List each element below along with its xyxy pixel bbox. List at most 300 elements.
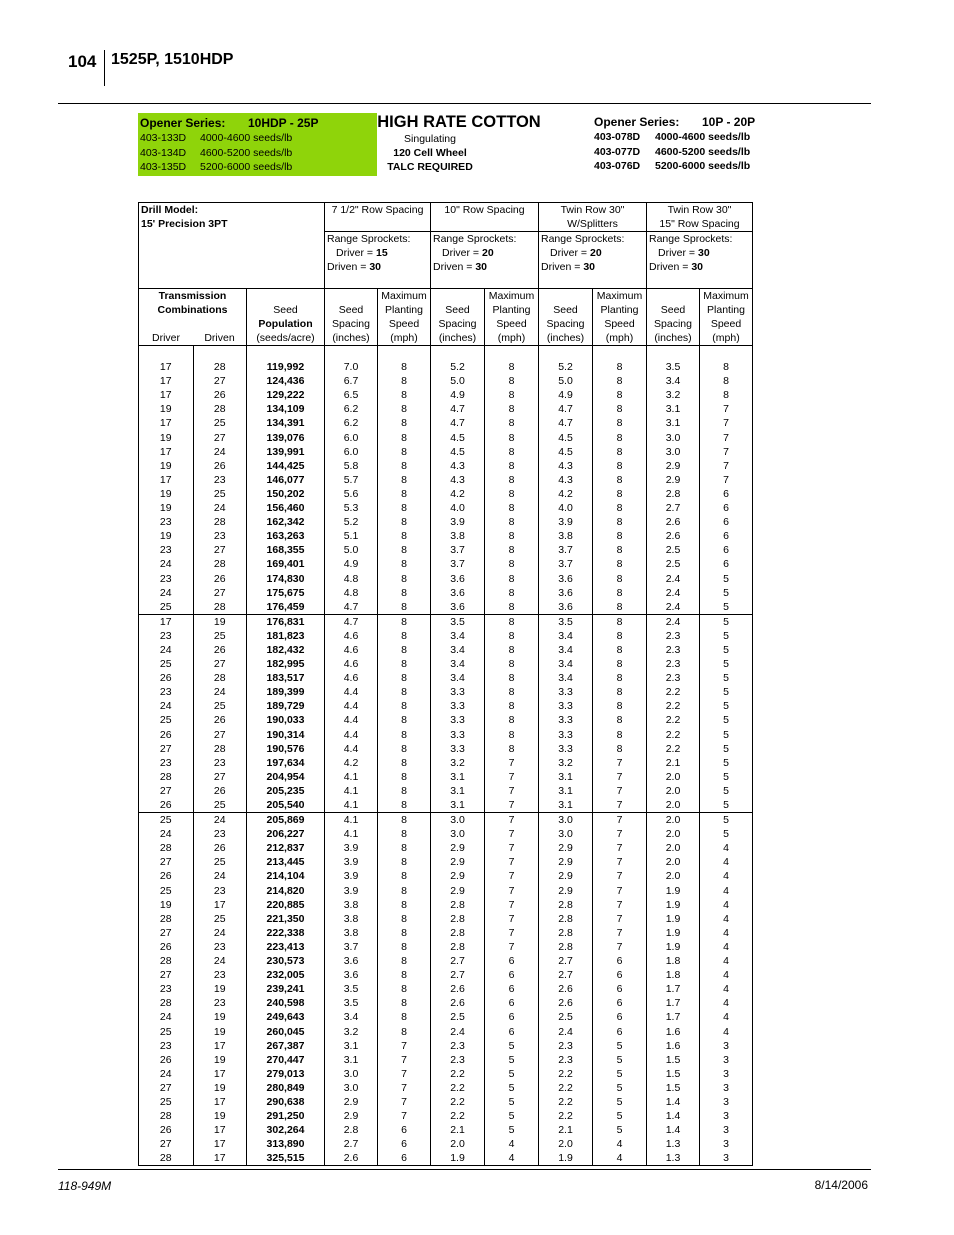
table-cell: 28 bbox=[139, 770, 194, 784]
header-line: (mph) bbox=[712, 332, 740, 344]
table-cell: 8 bbox=[485, 557, 539, 571]
table-cell: 8 bbox=[378, 402, 431, 416]
table-cell: 156,460 bbox=[247, 501, 325, 515]
table-cell: 4.9 bbox=[325, 557, 378, 571]
table-cell: 206,227 bbox=[247, 827, 325, 841]
population-header-line: (seeds/acre) bbox=[256, 332, 315, 344]
table-cell: 197,634 bbox=[247, 756, 325, 770]
table-cell: 24 bbox=[139, 557, 194, 571]
table-cell: 3.7 bbox=[539, 543, 593, 557]
table-cell: 2.2 bbox=[539, 1067, 593, 1081]
table-cell: 2.5 bbox=[647, 557, 700, 571]
table-cell: 25 bbox=[139, 1095, 194, 1109]
header-divider bbox=[104, 50, 105, 86]
table-cell: 2.4 bbox=[647, 586, 700, 600]
table-cell: 5 bbox=[485, 1081, 539, 1095]
table-cell: 25 bbox=[193, 699, 247, 713]
table-cell: 3.4 bbox=[647, 374, 700, 388]
table-cell: 6 bbox=[593, 1025, 647, 1039]
table-cell: 4.5 bbox=[431, 445, 485, 459]
table-cell: 3.2 bbox=[539, 756, 593, 770]
header-line: Planting bbox=[707, 304, 745, 316]
table-cell: 3.5 bbox=[647, 360, 700, 374]
table-row bbox=[139, 869, 753, 883]
driver-label: Driver = bbox=[336, 247, 374, 259]
seed-range: 4000-4600 seeds/lb bbox=[655, 131, 751, 143]
table-cell: 7 bbox=[593, 869, 647, 883]
table-cell: 6 bbox=[485, 996, 539, 1010]
table-cell: 4 bbox=[700, 855, 753, 869]
spacing-label: 10" Row Spacing bbox=[444, 204, 525, 216]
table-row bbox=[139, 1039, 753, 1053]
table-cell: 2.4 bbox=[539, 1025, 593, 1039]
table-cell: 7 bbox=[485, 770, 539, 784]
table-cell: 3.5 bbox=[325, 982, 378, 996]
table-cell: 17 bbox=[139, 473, 194, 487]
table-row bbox=[139, 416, 753, 430]
table-cell: 1.9 bbox=[647, 926, 700, 940]
spacing-header bbox=[325, 203, 431, 232]
table-cell: 3.1 bbox=[325, 1053, 378, 1067]
table-cell: 6 bbox=[593, 982, 647, 996]
table-cell: 28 bbox=[193, 360, 247, 374]
table-cell: 3.6 bbox=[539, 586, 593, 600]
table-cell: 1.4 bbox=[647, 1095, 700, 1109]
table-cell: 2.9 bbox=[431, 869, 485, 883]
table-cell: 7 bbox=[485, 756, 539, 770]
table-cell: 4.2 bbox=[431, 487, 485, 501]
table-cell: 3.5 bbox=[431, 614, 485, 629]
table-cell: 3.3 bbox=[539, 713, 593, 727]
spacer-row bbox=[139, 346, 753, 361]
table-cell: 26 bbox=[139, 671, 194, 685]
table-cell: 4 bbox=[485, 1137, 539, 1151]
table-cell: 8 bbox=[378, 629, 431, 643]
table-row bbox=[139, 699, 753, 713]
seed-range: 5200-6000 seeds/lb bbox=[200, 161, 293, 173]
table-cell: 5.2 bbox=[325, 515, 378, 529]
footer-rule bbox=[58, 1169, 871, 1170]
table-cell: 1.7 bbox=[647, 996, 700, 1010]
table-cell: 8 bbox=[378, 614, 431, 629]
table-cell: 2.3 bbox=[647, 643, 700, 657]
table-cell: 139,076 bbox=[247, 431, 325, 445]
population-header-line: Seed bbox=[273, 304, 298, 316]
driven-value: 30 bbox=[583, 261, 595, 273]
table-cell: 3.7 bbox=[431, 557, 485, 571]
table-row bbox=[139, 671, 753, 685]
table-cell: 19 bbox=[193, 1109, 247, 1123]
table-cell: 8 bbox=[378, 501, 431, 515]
table-cell: 3.8 bbox=[431, 529, 485, 543]
table-cell: 3.7 bbox=[431, 543, 485, 557]
table-cell: 7 bbox=[593, 784, 647, 798]
table-row bbox=[139, 1081, 753, 1095]
table-cell: 8 bbox=[378, 515, 431, 529]
table-cell: 221,350 bbox=[247, 912, 325, 926]
table-cell: 8 bbox=[378, 1025, 431, 1039]
table-cell: 212,837 bbox=[247, 841, 325, 855]
rate-subtitle-3: TALC REQUIRED bbox=[387, 161, 473, 173]
driven-value: 30 bbox=[475, 261, 487, 273]
table-cell: 8 bbox=[593, 685, 647, 699]
table-cell: 6 bbox=[593, 954, 647, 968]
table-cell: 2.5 bbox=[647, 543, 700, 557]
table-cell: 17 bbox=[193, 1039, 247, 1053]
table-cell: 23 bbox=[193, 473, 247, 487]
table-cell: 7 bbox=[593, 827, 647, 841]
table-cell: 1.9 bbox=[647, 884, 700, 898]
table-cell: 1.9 bbox=[647, 898, 700, 912]
table-row bbox=[139, 1025, 753, 1039]
header-line: (mph) bbox=[390, 332, 418, 344]
table-cell: 8 bbox=[593, 543, 647, 557]
table-cell: 23 bbox=[139, 1039, 194, 1053]
table-cell: 2.8 bbox=[539, 898, 593, 912]
table-cell: 8 bbox=[485, 459, 539, 473]
speed-column-header bbox=[593, 289, 647, 346]
table-cell: 3.1 bbox=[539, 770, 593, 784]
transmission-label: Transmission bbox=[158, 290, 227, 302]
table-cell: 8 bbox=[378, 1010, 431, 1024]
table-cell: 3.5 bbox=[325, 996, 378, 1010]
table-cell: 4.6 bbox=[325, 643, 378, 657]
table-cell: 17 bbox=[193, 1067, 247, 1081]
table-cell: 8 bbox=[378, 657, 431, 671]
table-cell: 4 bbox=[700, 982, 753, 996]
table-cell: 28 bbox=[193, 557, 247, 571]
table-cell: 2.7 bbox=[325, 1137, 378, 1151]
table-row bbox=[139, 855, 753, 869]
range-label: Range Sprockets: bbox=[649, 233, 733, 245]
table-cell: 4.2 bbox=[325, 756, 378, 770]
table-cell: 17 bbox=[139, 614, 194, 629]
header-line: Speed bbox=[710, 318, 742, 330]
table-cell: 223,413 bbox=[247, 940, 325, 954]
table-cell: 4.5 bbox=[539, 445, 593, 459]
opener-series-right bbox=[594, 115, 794, 174]
table-cell: 3.4 bbox=[539, 657, 593, 671]
table-cell: 24 bbox=[193, 954, 247, 968]
range-label: Range Sprockets: bbox=[327, 233, 411, 245]
table-cell: 7 bbox=[700, 402, 753, 416]
table-cell: 4 bbox=[700, 912, 753, 926]
table-cell: 4.1 bbox=[325, 813, 378, 828]
table-cell: 6 bbox=[485, 968, 539, 982]
table-cell: 2.2 bbox=[647, 728, 700, 742]
table-cell: 3.3 bbox=[431, 742, 485, 756]
table-cell: 5 bbox=[593, 1067, 647, 1081]
table-cell: 17 bbox=[139, 445, 194, 459]
table-cell: 2.2 bbox=[431, 1109, 485, 1123]
table-cell: 28 bbox=[139, 912, 194, 926]
table-cell: 5.3 bbox=[325, 501, 378, 515]
table-cell: 183,517 bbox=[247, 671, 325, 685]
table-cell: 5.0 bbox=[325, 543, 378, 557]
table-cell: 8 bbox=[378, 600, 431, 615]
spacing-header bbox=[539, 203, 647, 232]
speed-column-header bbox=[700, 289, 753, 346]
table-cell: 24 bbox=[193, 926, 247, 940]
table-cell: 8 bbox=[485, 445, 539, 459]
table-cell: 23 bbox=[193, 827, 247, 841]
opener-series-value: 10HDP - 25P bbox=[248, 116, 319, 130]
table-cell: 8 bbox=[593, 459, 647, 473]
table-cell: 279,013 bbox=[247, 1067, 325, 1081]
table-cell: 23 bbox=[139, 685, 194, 699]
table-cell: 2.9 bbox=[539, 884, 593, 898]
table-cell: 7 bbox=[485, 926, 539, 940]
table-cell: 139,991 bbox=[247, 445, 325, 459]
table-cell: 6.2 bbox=[325, 402, 378, 416]
table-cell: 6 bbox=[593, 968, 647, 982]
header-line: (inches) bbox=[332, 332, 370, 344]
header-line: Spacing bbox=[332, 318, 370, 330]
table-cell: 5 bbox=[485, 1053, 539, 1067]
table-cell: 291,250 bbox=[247, 1109, 325, 1123]
table-cell: 2.9 bbox=[431, 855, 485, 869]
table-cell: 3.0 bbox=[647, 445, 700, 459]
table-cell: 7 bbox=[485, 813, 539, 828]
table-cell: 7 bbox=[700, 459, 753, 473]
table-cell: 3 bbox=[700, 1109, 753, 1123]
opener-label: Opener Series: bbox=[140, 116, 226, 130]
table-cell: 8 bbox=[700, 374, 753, 388]
table-cell: 5.2 bbox=[539, 360, 593, 374]
table-cell: 5 bbox=[700, 600, 753, 615]
table-row bbox=[139, 487, 753, 501]
table-cell: 4 bbox=[700, 968, 753, 982]
table-cell: 17 bbox=[139, 374, 194, 388]
table-cell: 3 bbox=[700, 1053, 753, 1067]
table-cell: 24 bbox=[193, 813, 247, 828]
seed-range: 4600-5200 seeds/lb bbox=[655, 145, 751, 158]
table-cell: 8 bbox=[485, 501, 539, 515]
table-cell: 7 bbox=[485, 898, 539, 912]
table-cell: 8 bbox=[378, 374, 431, 388]
table-cell: 6 bbox=[700, 529, 753, 543]
table-row bbox=[139, 912, 753, 926]
table-cell: 4.6 bbox=[325, 671, 378, 685]
table-cell: 4.4 bbox=[325, 728, 378, 742]
population-header-line: Population bbox=[258, 318, 313, 330]
table-cell: 8 bbox=[593, 445, 647, 459]
table-cell: 7 bbox=[485, 784, 539, 798]
table-cell: 8 bbox=[485, 402, 539, 416]
table-cell: 8 bbox=[378, 770, 431, 784]
table-cell: 8 bbox=[485, 515, 539, 529]
table-cell: 23 bbox=[139, 756, 194, 770]
table-cell: 2.9 bbox=[325, 1109, 378, 1123]
table-cell: 2.8 bbox=[431, 940, 485, 954]
table-cell: 8 bbox=[593, 671, 647, 685]
table-cell: 2.9 bbox=[431, 884, 485, 898]
table-row bbox=[139, 431, 753, 445]
table-cell: 26 bbox=[193, 841, 247, 855]
table-cell: 3.8 bbox=[325, 926, 378, 940]
table-cell: 3.0 bbox=[647, 431, 700, 445]
table-cell: 3.6 bbox=[325, 968, 378, 982]
table-cell: 26 bbox=[193, 459, 247, 473]
spacing-label: 7 1/2" Row Spacing bbox=[331, 204, 424, 216]
header-rule bbox=[58, 103, 871, 104]
table-cell: 3.3 bbox=[539, 742, 593, 756]
table-row bbox=[139, 643, 753, 657]
table-cell: 2.6 bbox=[325, 1151, 378, 1166]
table-cell: 3.7 bbox=[325, 940, 378, 954]
table-cell: 28 bbox=[193, 600, 247, 615]
table-cell: 3.1 bbox=[539, 798, 593, 813]
table-row bbox=[139, 756, 753, 770]
spacing-column-header bbox=[431, 289, 485, 346]
table-cell: 27 bbox=[139, 968, 194, 982]
table-cell: 8 bbox=[378, 996, 431, 1010]
table-cell: 8 bbox=[485, 614, 539, 629]
table-cell: 2.2 bbox=[647, 713, 700, 727]
table-cell: 3.8 bbox=[325, 912, 378, 926]
table-cell: 5 bbox=[700, 572, 753, 586]
table-cell: 2.5 bbox=[539, 1010, 593, 1024]
table-cell: 189,729 bbox=[247, 699, 325, 713]
table-cell: 3.1 bbox=[647, 416, 700, 430]
table-cell: 6 bbox=[700, 501, 753, 515]
driver-label: Driver = bbox=[550, 247, 588, 259]
table-row bbox=[139, 459, 753, 473]
table-cell: 23 bbox=[139, 629, 194, 643]
transmission-header bbox=[139, 289, 247, 346]
table-cell: 8 bbox=[593, 742, 647, 756]
table-cell: 28 bbox=[193, 402, 247, 416]
header-line: Maximum bbox=[596, 290, 643, 302]
table-cell: 7 bbox=[485, 798, 539, 813]
range-label: Range Sprockets: bbox=[541, 233, 625, 245]
table-cell: 5 bbox=[700, 798, 753, 813]
table-cell: 260,045 bbox=[247, 1025, 325, 1039]
header-line: Spacing bbox=[438, 318, 477, 330]
table-cell: 7 bbox=[700, 431, 753, 445]
table-cell: 4 bbox=[700, 841, 753, 855]
table-cell: 8 bbox=[378, 982, 431, 996]
table-cell: 144,425 bbox=[247, 459, 325, 473]
table-cell: 8 bbox=[485, 629, 539, 643]
table-cell: 8 bbox=[378, 529, 431, 543]
table-cell: 2.9 bbox=[539, 841, 593, 855]
header-line: Maximum bbox=[381, 290, 427, 302]
table-cell: 2.0 bbox=[647, 827, 700, 841]
table-cell: 8 bbox=[485, 699, 539, 713]
table-cell: 23 bbox=[139, 515, 194, 529]
table-cell: 8 bbox=[593, 374, 647, 388]
table-cell: 1.9 bbox=[431, 1151, 485, 1166]
speed-column-header bbox=[378, 289, 431, 346]
table-cell: 4.9 bbox=[431, 388, 485, 402]
table-cell: 3.9 bbox=[325, 869, 378, 883]
table-cell: 25 bbox=[193, 855, 247, 869]
driver-value: 20 bbox=[481, 247, 494, 259]
table-cell: 190,033 bbox=[247, 713, 325, 727]
table-cell: 7 bbox=[378, 1067, 431, 1081]
spacing-header bbox=[431, 203, 539, 232]
table-cell: 2.4 bbox=[647, 572, 700, 586]
table-cell: 4.1 bbox=[325, 827, 378, 841]
table-cell: 8 bbox=[378, 855, 431, 869]
table-cell: 8 bbox=[378, 445, 431, 459]
table-cell: 2.2 bbox=[647, 742, 700, 756]
table-cell: 27 bbox=[139, 742, 194, 756]
table-cell: 17 bbox=[193, 1151, 247, 1166]
table-cell: 4.6 bbox=[325, 629, 378, 643]
driven-value: 30 bbox=[691, 261, 703, 273]
table-cell: 6 bbox=[485, 982, 539, 996]
table-cell: 8 bbox=[485, 416, 539, 430]
table-cell: 4.4 bbox=[325, 742, 378, 756]
table-cell: 134,391 bbox=[247, 416, 325, 430]
driver-label: Driver = bbox=[658, 247, 696, 259]
table-cell: 26 bbox=[193, 572, 247, 586]
table-cell: 302,264 bbox=[247, 1123, 325, 1137]
table-cell: 6 bbox=[700, 487, 753, 501]
table-cell: 7 bbox=[593, 940, 647, 954]
table-cell: 3.0 bbox=[325, 1081, 378, 1095]
table-row bbox=[139, 884, 753, 898]
table-cell: 19 bbox=[193, 1053, 247, 1067]
table-cell: 2.1 bbox=[647, 756, 700, 770]
table-cell: 134,109 bbox=[247, 402, 325, 416]
table-cell: 190,314 bbox=[247, 728, 325, 742]
table-cell: 25 bbox=[139, 713, 194, 727]
table-cell: 220,885 bbox=[247, 898, 325, 912]
table-cell: 6 bbox=[700, 515, 753, 529]
table-cell: 8 bbox=[485, 572, 539, 586]
table-cell: 26 bbox=[139, 798, 194, 813]
table-cell: 3 bbox=[700, 1095, 753, 1109]
table-row bbox=[139, 926, 753, 940]
table-cell: 213,445 bbox=[247, 855, 325, 869]
table-cell: 5 bbox=[593, 1095, 647, 1109]
table-cell: 2.0 bbox=[647, 841, 700, 855]
table-cell: 2.3 bbox=[539, 1053, 593, 1067]
table-cell: 181,823 bbox=[247, 629, 325, 643]
driven-label: Driven = bbox=[327, 261, 367, 273]
table-cell: 25 bbox=[193, 487, 247, 501]
table-cell: 4.1 bbox=[325, 770, 378, 784]
table-cell: 8 bbox=[378, 954, 431, 968]
driven-label: Driven = bbox=[541, 261, 581, 273]
table-cell: 24 bbox=[139, 1010, 194, 1024]
table-cell: 4.2 bbox=[539, 487, 593, 501]
table-cell: 5 bbox=[700, 756, 753, 770]
table-cell: 5 bbox=[485, 1095, 539, 1109]
table-cell: 19 bbox=[139, 487, 194, 501]
table-row bbox=[139, 784, 753, 798]
table-cell: 1.3 bbox=[647, 1137, 700, 1151]
table-cell: 24 bbox=[139, 1067, 194, 1081]
table-cell: 3.3 bbox=[431, 713, 485, 727]
table-cell: 7 bbox=[593, 912, 647, 926]
table-cell: 3.4 bbox=[539, 643, 593, 657]
table-cell: 5 bbox=[485, 1123, 539, 1137]
range-label: Range Sprockets: bbox=[433, 233, 517, 245]
table-row bbox=[139, 1010, 753, 1024]
table-cell: 2.0 bbox=[647, 813, 700, 828]
table-cell: 1.4 bbox=[647, 1109, 700, 1123]
table-cell: 4.9 bbox=[539, 388, 593, 402]
table-cell: 27 bbox=[193, 728, 247, 742]
table-cell: 27 bbox=[139, 784, 194, 798]
table-cell: 6 bbox=[485, 1025, 539, 1039]
table-row bbox=[139, 572, 753, 586]
table-cell: 270,447 bbox=[247, 1053, 325, 1067]
